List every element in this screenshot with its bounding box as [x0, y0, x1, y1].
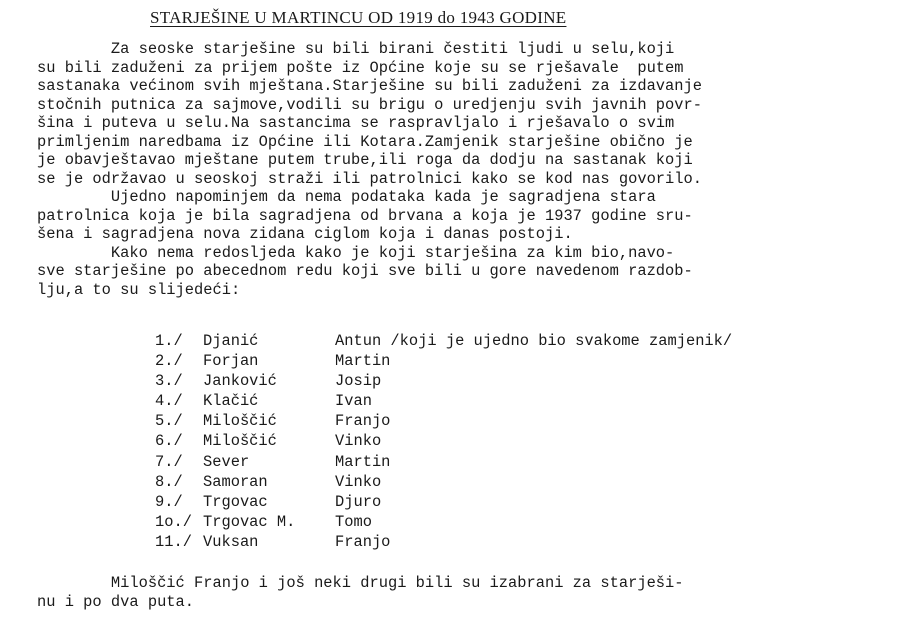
- body-line: šena i sagradjena nova zidana ciglom koja i danas postoji.: [37, 225, 573, 243]
- body-line: lju,a to su slijedeći:: [37, 280, 241, 299]
- body-line: Za seoske starješine su bili birani čestiti ljudi u selu,koji: [37, 40, 675, 58]
- list-number: 3./: [155, 372, 183, 391]
- body-line: šina i puteva u selu.Na sastancima se raspravljalo i rješavalo o svim: [37, 114, 675, 132]
- body-line: se je održavao u seoskoj straži ili patrolnici kako se kod nas govorilo.: [37, 169, 702, 188]
- list-item: [155, 391, 732, 411]
- list-number: 7./: [155, 452, 183, 471]
- elders-list: [155, 331, 732, 552]
- document-title: STARJEŠINE U MARTINCU OD 1919 do 1943 GODINE: [150, 8, 567, 27]
- list-item: [155, 512, 732, 532]
- body-line: primljenim naredbama iz Općine ili Kotara.Zamjenik starješine obično je: [37, 132, 693, 151]
- given-name: Franjo: [335, 532, 391, 551]
- surname: Miloščić: [203, 432, 277, 451]
- given-name: Josip: [335, 372, 382, 391]
- list-item: [155, 431, 732, 451]
- surname: Djanić: [203, 332, 259, 350]
- body-line: je obavještavao mještane putem trube,ili roga da dodju na sastanak koji: [37, 151, 693, 169]
- list-item: [155, 351, 732, 371]
- given-name: Franjo: [335, 412, 391, 431]
- list-number: 4./: [155, 392, 183, 411]
- list-item: [155, 532, 732, 552]
- given-name: Djuro: [335, 492, 382, 511]
- given-name: Tomo: [335, 512, 372, 531]
- given-name: Martin: [335, 352, 391, 371]
- list-item: [155, 411, 732, 431]
- list-number: 9./: [155, 492, 183, 511]
- list-item: [155, 492, 732, 512]
- given-name: Vinko: [335, 432, 382, 451]
- surname: Samoran: [203, 472, 268, 491]
- surname: Vuksan: [203, 532, 259, 551]
- list-number: 1o./: [155, 512, 192, 531]
- body-line: sve starješine po abecednom redu koji sve bili u gore navedenom razdob-: [37, 262, 693, 280]
- surname: Forjan: [203, 352, 259, 371]
- list-number: 5./: [155, 412, 183, 431]
- body-line: su bili zaduženi za prijem pošte iz Općine koje su se rješavale putem: [37, 58, 684, 77]
- given-name: Antun /koji je ujedno bio svakome zamjenik/: [335, 332, 733, 350]
- footer-line: nu i po dva puta.: [37, 592, 195, 611]
- body-line: Kako nema redosljeda kako je koji starješina za kim bio,navo-: [37, 243, 675, 262]
- body-line: Ujedno napominjem da nema podataka kada je sagradjena stara: [37, 188, 656, 206]
- body-line: sastanaka većinom svih mještana.Starješine su bili zaduženi za izdavanje: [37, 77, 702, 95]
- body-paragraphs: [37, 40, 897, 299]
- closing-paragraph: [37, 572, 897, 609]
- list-item: [155, 472, 732, 492]
- body-line: stočnih putnica za sajmove,vodili su brigu o uredjenju svih javnih povr-: [37, 95, 702, 114]
- list-number: 11./: [155, 532, 192, 551]
- footer-line: Miloščić Franjo i još neki drugi bili su izabrani za starješi-: [37, 574, 684, 592]
- list-item: [155, 331, 732, 351]
- given-name: Ivan: [335, 392, 372, 411]
- surname: Janković: [203, 372, 277, 391]
- body-line: patrolnica koja je bila sagradjena od brvana a koja je 1937 godine sru-: [37, 206, 693, 225]
- given-name: Vinko: [335, 472, 382, 491]
- list-number: 1./: [155, 332, 183, 350]
- list-number: 2./: [155, 352, 183, 371]
- surname: Trgovac: [203, 492, 268, 511]
- given-name: Martin: [335, 452, 391, 471]
- surname: Sever: [203, 452, 250, 471]
- surname: Miloščić: [203, 412, 277, 431]
- list-number: 6./: [155, 432, 183, 451]
- surname: Klačić: [203, 392, 259, 411]
- surname: Trgovac M.: [203, 512, 296, 531]
- list-number: 8./: [155, 472, 183, 491]
- list-item: [155, 371, 732, 391]
- list-item: [155, 452, 732, 472]
